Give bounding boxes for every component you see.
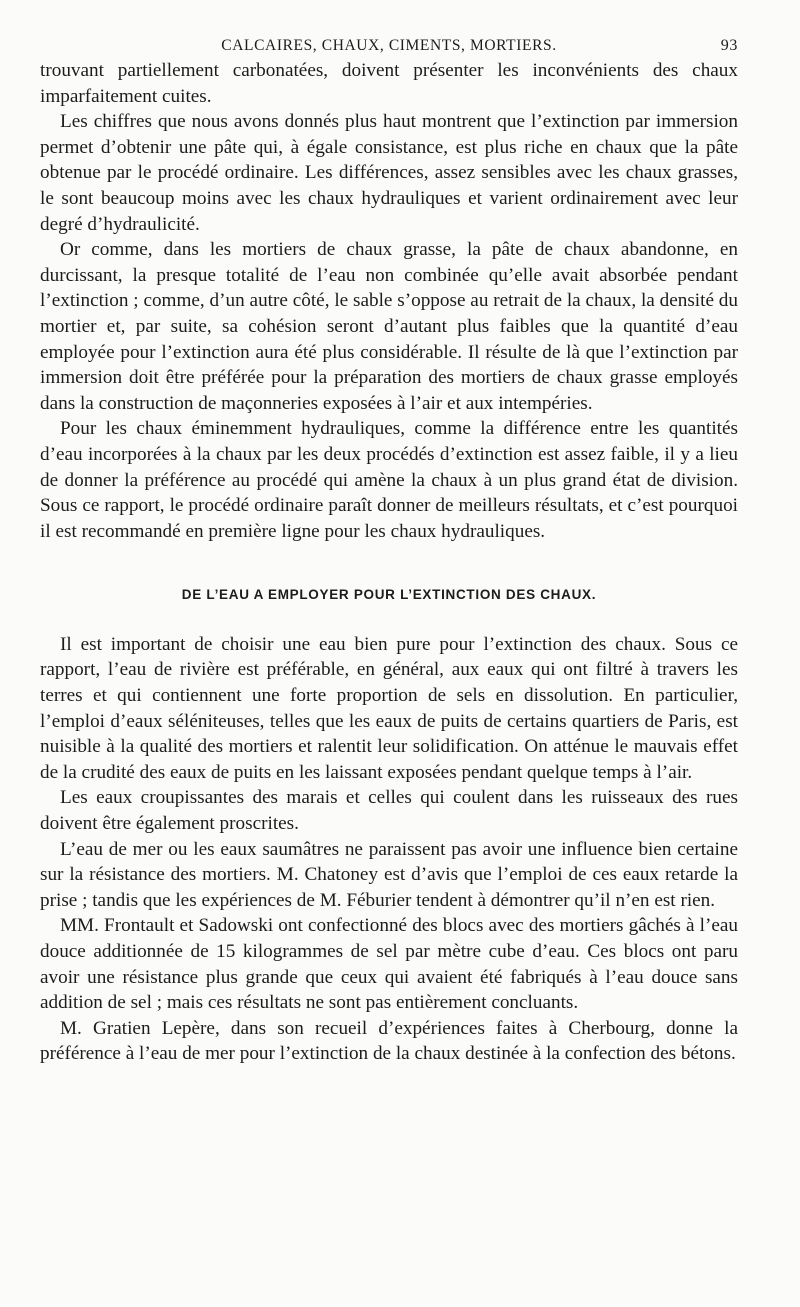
- paragraph: M. Gratien Lepère, dans son recueil d’expériences faites à Cherbourg, donne la préférence à l’eau de mer pour l’extinction de la chaux destinée à la confection des bétons.: [40, 1017, 738, 1065]
- paragraph: Les eaux croupissantes des marais et celles qui coulent dans les ruisseaux des rues doivent être également proscrites.: [40, 787, 738, 835]
- paragraph: Or comme, dans les mortiers de chaux grasse, la pâte de chaux abandonne, en durcissant, la presque totalité de l’eau non combinée qu’elle avait absorbée pendant l’extinction ; comme, d’un autre côté, le sable s’oppose au retrait de la chaux, la densité du mortier et, par suite, sa cohésion seront d’autant plus faibles que la quantité d’eau employée pour l’extinction aura été plus considérable. Il résulte de là que l’extinction par immersion doit être préférée pour la préparation des mortiers de chaux grasse employés dans la construction de maçonneries exposées à l’air et aux intempéries.: [40, 239, 738, 414]
- running-header: [40, 30, 738, 58]
- paragraph: MM. Frontault et Sadowski ont confectionné des blocs avec des mortiers gâchés à l’eau douce additionnée de 15 kilogrammes de sel par mètre cube d’eau. Ces blocs ont paru avoir une résistance plus grande que ceux qui avaient été fabriqués à l’eau douce sans addition de sel ; mais ces résultats ne sont pas entièrement concluants.: [40, 915, 738, 1014]
- section-heading: DE L’EAU A EMPLOYER POUR L’EXTINCTION DES CHAUX.: [181, 587, 597, 603]
- main-text: [40, 58, 738, 1067]
- paragraph: Pour les chaux éminemment hydrauliques, comme la différence entre les quantités d’eau incorporées à la chaux par les deux procédés d’extinction est assez faible, il y a lieu de donner la préférence au procédé qui amène la chaux à un plus grand état de division. Sous ce rapport, le procédé ordinaire paraît donner de meilleurs résultats, et c’est pourquoi il est recommandé en première ligne pour les chaux hydrauliques.: [40, 418, 738, 542]
- paragraph: L’eau de mer ou les eaux saumâtres ne paraissent pas avoir une influence bien certaine sur la résistance des mortiers. M. Chatoney est d’avis que l’emploi de ces eaux retarde la prise ; tandis que les expériences de M. Féburier tendent à démontrer qu’il n’en est rien.: [40, 838, 738, 911]
- page-number: 93: [720, 37, 738, 54]
- running-title: CALCAIRES, CHAUX, CIMENTS, MORTIERS.: [221, 37, 557, 54]
- paragraph: Il est important de choisir une eau bien pure pour l’extinction des chaux. Sous ce rapport, l’eau de rivière est préférable, en général, aux eaux qui ont filtré à travers les terres et qui contiennent une forte proportion de sels en dissolution. En particulier, l’emploi d’eaux séléniteuses, telles que les eaux de puits de certains quartiers de Paris, est nuisible à la qualité des mortiers et ralentit leur solidification. On atténue le mauvais effet de la crudité des eaux de puits en les laissant exposées pendant quelque temps à l’air.: [40, 633, 738, 783]
- paragraph: Les chiffres que nous avons donnés plus haut montrent que l’extinction par immersion permet d’obtenir une pâte qui, à égale consistance, est plus riche en chaux que la pâte obtenue par le procédé ordinaire. Les différences, assez sensibles avec les chaux grasses, le sont beaucoup moins avec les chaux hydrauliques et varient ordinairement avec leur degré d’hydraulicité.: [40, 111, 738, 235]
- paragraph-continuation: trouvant partiellement carbonatées, doivent présenter les inconvénients des chaux imparfaitement cuites.: [40, 60, 738, 107]
